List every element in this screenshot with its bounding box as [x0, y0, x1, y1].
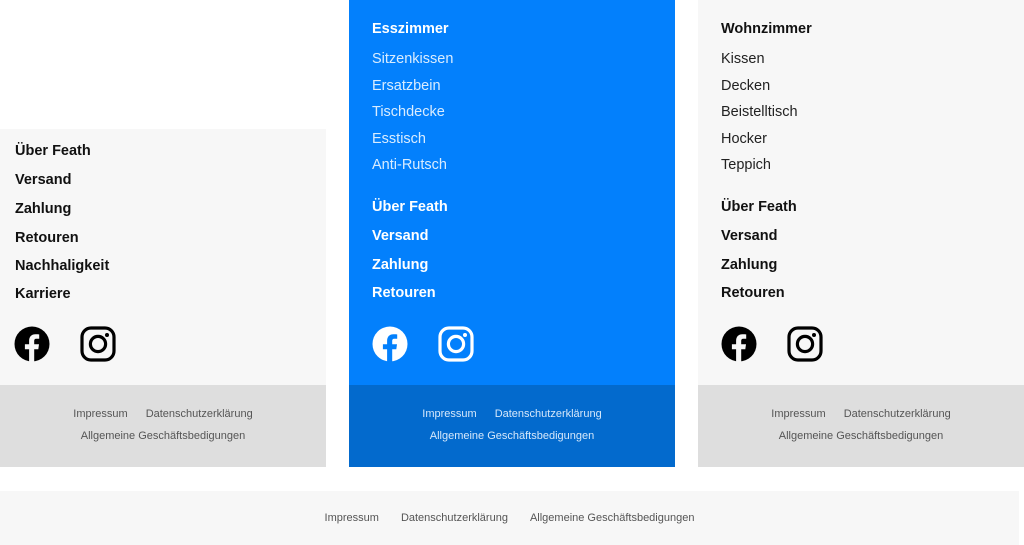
link-zahlung[interactable]: Zahlung: [372, 257, 429, 273]
impressum-link[interactable]: Impressum: [422, 408, 477, 420]
instagram-icon[interactable]: [787, 326, 823, 362]
footer-body: [349, 0, 675, 385]
link-retouren[interactable]: Retouren: [372, 285, 436, 301]
category-heading: Wohnzimmer: [721, 21, 812, 37]
legal-strip: [349, 385, 675, 467]
link-tischdecke[interactable]: Tischdecke: [372, 104, 445, 120]
instagram-icon[interactable]: [80, 326, 116, 362]
footer-variant-blue: [349, 0, 675, 467]
footer-variant-light-compact: [0, 129, 326, 467]
facebook-icon[interactable]: [14, 326, 50, 362]
legal-row: [0, 512, 1019, 524]
link-anti-rutsch[interactable]: Anti-Rutsch: [372, 157, 447, 173]
facebook-icon[interactable]: [721, 326, 757, 362]
datenschutz-link[interactable]: Datenschutzerklärung: [494, 408, 602, 420]
link-ueber-feath[interactable]: Über Feath: [721, 199, 797, 215]
legal-strip: [698, 385, 1024, 467]
agb-link[interactable]: Allgemeine Geschäftsbedigungen: [429, 430, 595, 442]
link-beistelltisch[interactable]: Beistelltisch: [721, 104, 798, 120]
impressum-link[interactable]: Impressum: [324, 512, 379, 524]
link-esstisch[interactable]: Esstisch: [372, 131, 426, 147]
footer-variant-light: [698, 0, 1024, 467]
link-versand[interactable]: Versand: [372, 228, 429, 244]
agb-link[interactable]: Allgemeine Geschäftsbedigungen: [80, 430, 246, 442]
legal-row-2: [349, 430, 675, 442]
impressum-link[interactable]: Impressum: [771, 408, 826, 420]
category-heading: Esszimmer: [372, 21, 449, 37]
footer-body: [0, 129, 326, 385]
link-karriere[interactable]: Karriere: [15, 286, 71, 302]
link-nachhaltigkeit[interactable]: Nachhaligkeit: [15, 258, 110, 274]
link-teppich[interactable]: Teppich: [721, 157, 771, 173]
legal-row: [0, 408, 326, 420]
link-ueber-feath[interactable]: Über Feath: [372, 199, 448, 215]
facebook-icon[interactable]: [372, 326, 408, 362]
link-versand[interactable]: Versand: [721, 228, 778, 244]
link-hocker[interactable]: Hocker: [721, 131, 767, 147]
link-retouren[interactable]: Retouren: [15, 230, 79, 246]
link-ueber-feath[interactable]: Über Feath: [15, 143, 91, 159]
link-kissen[interactable]: Kissen: [721, 51, 765, 67]
datenschutz-link[interactable]: Datenschutzerklärung: [145, 408, 253, 420]
link-decken[interactable]: Decken: [721, 78, 771, 94]
legal-strip: [0, 385, 326, 467]
agb-link[interactable]: Allgemeine Geschäftsbedigungen: [778, 430, 944, 442]
instagram-icon[interactable]: [438, 326, 474, 362]
agb-link[interactable]: Allgemeine Geschäftsbedigungen: [529, 512, 695, 524]
link-versand[interactable]: Versand: [15, 172, 72, 188]
legal-row-2: [0, 430, 326, 442]
link-retouren[interactable]: Retouren: [721, 285, 785, 301]
legal-row-2: [698, 430, 1024, 442]
footer-variant-minimal: [0, 491, 1019, 545]
legal-row: [349, 408, 675, 420]
link-ersatzbein[interactable]: Ersatzbein: [372, 78, 441, 94]
link-zahlung[interactable]: Zahlung: [15, 201, 72, 217]
footer-body: [698, 0, 1024, 385]
link-sitzenkissen[interactable]: Sitzenkissen: [372, 51, 454, 67]
impressum-link[interactable]: Impressum: [73, 408, 128, 420]
datenschutz-link[interactable]: Datenschutzerklärung: [843, 408, 951, 420]
datenschutz-link[interactable]: Datenschutzerklärung: [400, 512, 508, 524]
legal-row: [698, 408, 1024, 420]
link-zahlung[interactable]: Zahlung: [721, 257, 778, 273]
